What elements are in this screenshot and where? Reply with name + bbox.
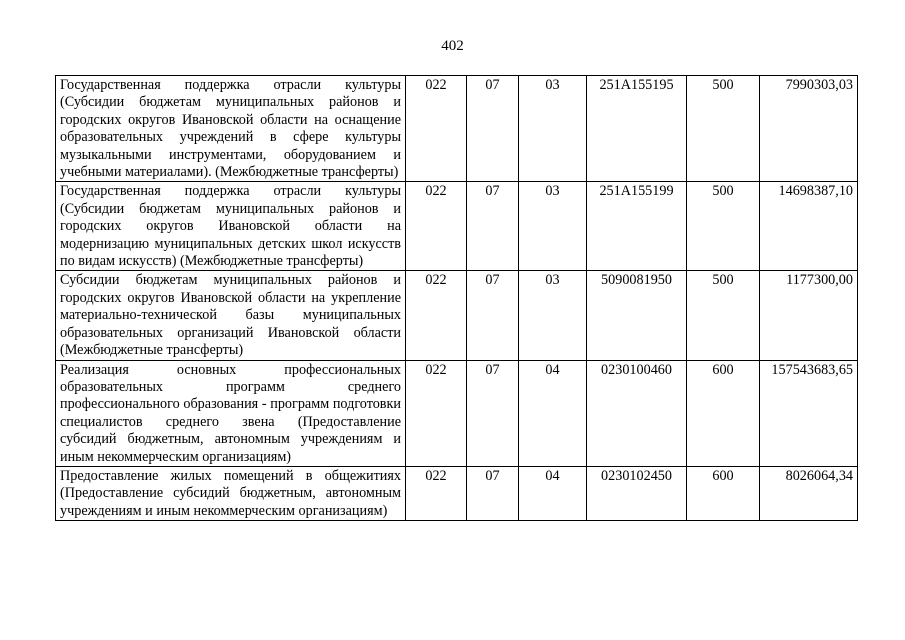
row-description: Государственная поддержка отрасли культуры (Субсидии бюджетам муниципальных районов и городских округов Ивановской области на модернизацию муниципальных детских школ искусств по видам искусств) (Межбюджетные трансферты) xyxy=(56,182,406,271)
expense-type-code: 500 xyxy=(687,271,760,360)
budget-table xyxy=(55,75,858,521)
subsection-code: 03 xyxy=(519,76,587,182)
amount-value: 157543683,65 xyxy=(760,360,858,466)
ministry-code: 022 xyxy=(406,271,467,360)
subsection-code: 04 xyxy=(519,360,587,466)
amount-value: 7990303,03 xyxy=(760,76,858,182)
section-code: 07 xyxy=(467,76,519,182)
section-code: 07 xyxy=(467,271,519,360)
expense-type-code: 600 xyxy=(687,466,760,520)
ministry-code: 022 xyxy=(406,466,467,520)
row-description: Субсидии бюджетам муниципальных районов и городских округов Ивановской области на укрепление материально-технической базы муниципальных образовательных организаций Ивановской области (Межбюджетные трансферты) xyxy=(56,271,406,360)
row-description: Реализация основных профессиональных образовательных программ среднего профессионального образования - программ подготовки специалистов среднего звена (Предоставление субсидий бюджетным, автономным учреждениям и иным некоммерческим организациям) xyxy=(56,360,406,466)
target-article-code: 0230100460 xyxy=(587,360,687,466)
table-row xyxy=(56,76,858,182)
table-row xyxy=(56,360,858,466)
subsection-code: 03 xyxy=(519,182,587,271)
ministry-code: 022 xyxy=(406,76,467,182)
section-code: 07 xyxy=(467,466,519,520)
expense-type-code: 500 xyxy=(687,76,760,182)
target-article-code: 5090081950 xyxy=(587,271,687,360)
budget-table-body xyxy=(56,76,858,521)
table-row xyxy=(56,182,858,271)
amount-value: 8026064,34 xyxy=(760,466,858,520)
target-article-code: 0230102450 xyxy=(587,466,687,520)
subsection-code: 03 xyxy=(519,271,587,360)
subsection-code: 04 xyxy=(519,466,587,520)
expense-type-code: 600 xyxy=(687,360,760,466)
amount-value: 1177300,00 xyxy=(760,271,858,360)
expense-type-code: 500 xyxy=(687,182,760,271)
ministry-code: 022 xyxy=(406,182,467,271)
page-number: 402 xyxy=(441,38,464,54)
row-description: Предоставление жилых помещений в общежитиях (Предоставление субсидий бюджетным, автономным учреждениям и иным некоммерческим организациям) xyxy=(56,466,406,520)
row-description: Государственная поддержка отрасли культуры (Субсидии бюджетам муниципальных районов и городских округов Ивановской области на оснащение образовательных учреждений в сфере культуры музыкальными инструментами, оборудованием и учебными материалами). (Межбюджетные трансферты) xyxy=(56,76,406,182)
ministry-code: 022 xyxy=(406,360,467,466)
target-article-code: 251A155199 xyxy=(587,182,687,271)
section-code: 07 xyxy=(467,360,519,466)
amount-value: 14698387,10 xyxy=(760,182,858,271)
table-row xyxy=(56,466,858,520)
table-row xyxy=(56,271,858,360)
section-code: 07 xyxy=(467,182,519,271)
target-article-code: 251A155195 xyxy=(587,76,687,182)
